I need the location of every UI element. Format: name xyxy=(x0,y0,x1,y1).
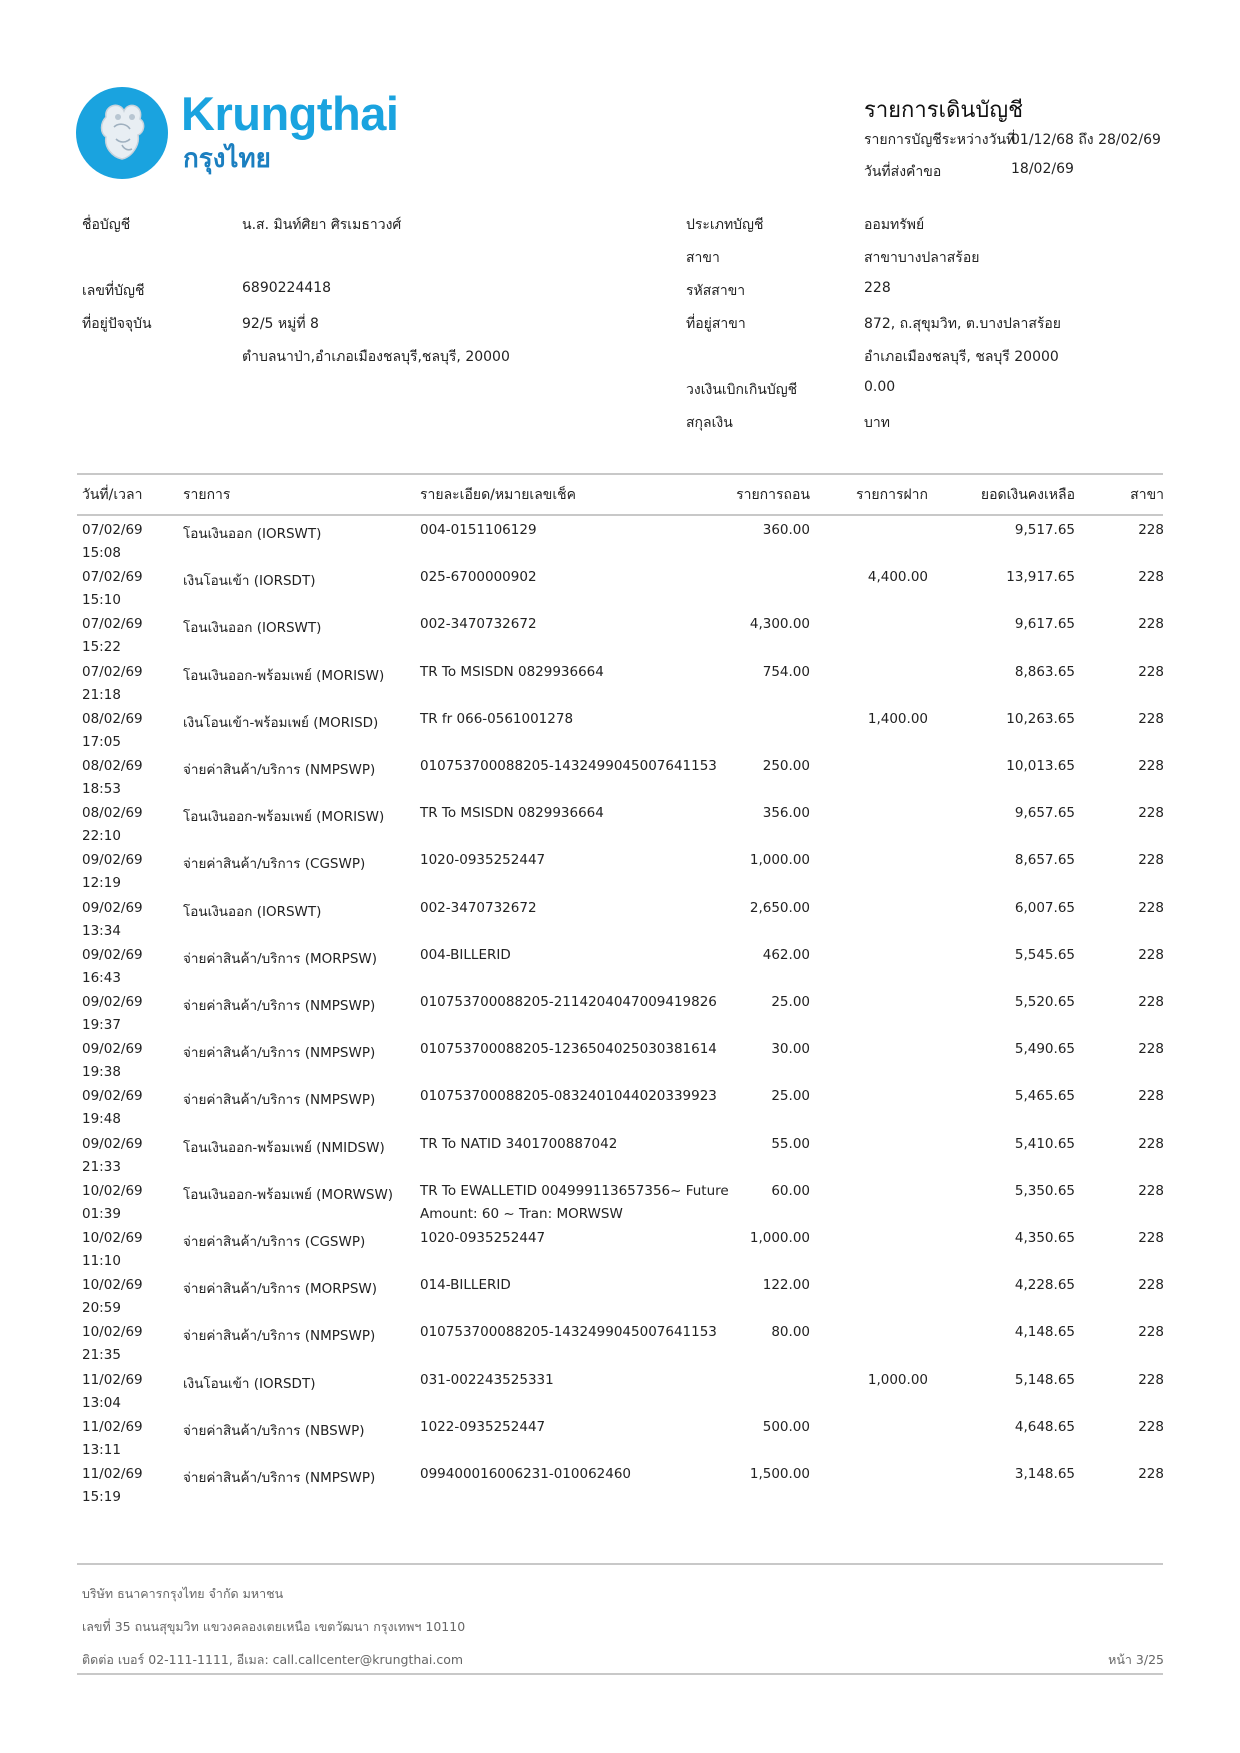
cell-date: 08/02/69 xyxy=(82,710,143,727)
cell-detail: 010753700088205-1236504025030381614 xyxy=(420,1041,717,1058)
cell-withdraw: 500.00 xyxy=(762,1418,810,1435)
cell-withdraw: 60.00 xyxy=(771,1182,810,1199)
cell-balance: 8,863.65 xyxy=(1014,663,1075,680)
cell-time: 21:33 xyxy=(82,1158,121,1175)
cell-balance: 5,410.65 xyxy=(1014,1135,1075,1152)
cell-balance: 4,350.65 xyxy=(1014,1230,1075,1246)
cell-item: เงินโอนเข้า (IORSDT) xyxy=(183,1375,316,1392)
branch-address-line2: อำเภอเมืองชลบุรี, ชลบุรี 20000 xyxy=(864,349,1059,365)
cell-item: โอนเงินออก (IORSWT) xyxy=(183,903,322,920)
cell-time: 01:39 xyxy=(82,1205,121,1222)
address-label: ที่อยู่ปัจจุบัน xyxy=(82,316,152,332)
cell-withdraw: 2,650.00 xyxy=(749,899,810,916)
cell-balance: 5,545.65 xyxy=(1014,946,1075,963)
cell-branch: 228 xyxy=(1138,1182,1164,1199)
cell-item: โอนเงินออก-พร้อมเพย์ (MORISW) xyxy=(183,809,385,826)
cell-balance: 9,617.65 xyxy=(1014,616,1075,633)
cell-detail: 004-BILLERID xyxy=(420,946,511,963)
cell-detail: 014-BILLERID xyxy=(420,1277,511,1294)
cell-time: 19:38 xyxy=(82,1064,121,1081)
cell-date: 09/02/69 xyxy=(82,994,143,1010)
col-header-detail: รายละเอียด/หมายเลขเช็ค xyxy=(420,487,576,503)
cell-withdraw: 360.00 xyxy=(762,522,810,538)
cell-time: 17:05 xyxy=(82,733,121,750)
cell-date: 09/02/69 xyxy=(82,899,143,916)
branch-label: สาขา xyxy=(686,250,720,266)
cell-detail: 010753700088205-1432499045007641153 xyxy=(420,758,717,774)
cell-balance: 5,148.65 xyxy=(1014,1371,1075,1388)
cell-withdraw: 4,300.00 xyxy=(749,616,810,633)
cell-branch: 228 xyxy=(1138,1041,1164,1058)
cell-detail: 002-3470732672 xyxy=(420,616,537,633)
cell-date: 09/02/69 xyxy=(82,1135,143,1152)
cell-time: 11:10 xyxy=(82,1253,121,1269)
cell-detail: 004-0151106129 xyxy=(420,522,537,538)
cell-item: เงินโอนเข้า (IORSDT) xyxy=(183,573,316,590)
branch-code-label: รหัสสาขา xyxy=(686,283,746,299)
account-number-label: เลขที่บัญชี xyxy=(82,283,145,299)
account-name-value: น.ส. มินท์ศิยา ศิรเมธาวงศ์ xyxy=(242,217,402,233)
cell-date: 09/02/69 xyxy=(82,946,143,963)
cell-item: จ่ายค่าสินค้า/บริการ (CGSWP) xyxy=(183,856,366,873)
account-type-value: ออมทรัพย์ xyxy=(864,217,925,233)
currency-value: บาท xyxy=(864,415,890,431)
footer-address: เลขที่ 35 ถนนสุขุมวิท แขวงคลองเตยเหนือ เขตวัฒนา กรุงเทพฯ 10110 xyxy=(82,1619,466,1634)
branch-address-label: ที่อยู่สาขา xyxy=(686,316,746,332)
cell-time: 18:53 xyxy=(82,781,121,797)
cell-branch: 228 xyxy=(1138,1371,1164,1388)
address-line1: 92/5 หมู่ที่ 8 xyxy=(242,316,319,332)
cell-branch: 228 xyxy=(1138,522,1164,538)
cell-branch: 228 xyxy=(1138,710,1164,727)
cell-date: 09/02/69 xyxy=(82,852,143,869)
cell-date: 09/02/69 xyxy=(82,1041,143,1058)
cell-date: 07/02/69 xyxy=(82,663,143,680)
cell-item: จ่ายค่าสินค้า/บริการ (NMPSWP) xyxy=(183,998,376,1014)
footer-company: บริษัท ธนาคารกรุงไทย จำกัด มหาชน xyxy=(82,1586,284,1601)
col-header-item: รายการ xyxy=(183,487,231,503)
cell-detail: TR To MSISDN 0829936664 xyxy=(420,805,604,822)
logo-name-en: Krungthai xyxy=(181,87,399,140)
cell-branch: 228 xyxy=(1138,1135,1164,1152)
cell-time: 21:35 xyxy=(82,1347,121,1364)
cell-withdraw: 55.00 xyxy=(771,1135,810,1152)
cell-withdraw: 30.00 xyxy=(771,1041,810,1058)
cell-time: 21:18 xyxy=(82,686,121,703)
cell-item: จ่ายค่าสินค้า/บริการ (MORPSW) xyxy=(183,950,378,967)
footer-contact: ติดต่อ เบอร์ 02-111-1111, อีเมล: call.callcenter@krungthai.com xyxy=(82,1652,464,1667)
period-value: 01/12/68 ถึง 28/02/69 xyxy=(1011,132,1161,148)
col-header-deposit: รายการฝาก xyxy=(856,487,928,503)
cell-balance: 10,013.65 xyxy=(1006,758,1075,774)
cell-branch: 228 xyxy=(1138,1088,1164,1105)
cell-date: 11/02/69 xyxy=(82,1371,143,1388)
cell-time: 22:10 xyxy=(82,828,121,845)
cell-balance: 8,657.65 xyxy=(1014,852,1075,869)
cell-detail: 010753700088205-2114204047009419826 xyxy=(420,994,717,1010)
col-header-withdraw: รายการถอน xyxy=(736,487,810,503)
page-title: รายการเดินบัญชี xyxy=(864,98,1024,123)
cell-date: 07/02/69 xyxy=(82,569,143,586)
cell-item: โอนเงินออก (IORSWT) xyxy=(183,526,322,542)
cell-item: โอนเงินออก (IORSWT) xyxy=(183,620,322,637)
col-header-branch: สาขา xyxy=(1130,487,1164,503)
logo-emblem-icon xyxy=(76,87,168,179)
cell-time: 15:08 xyxy=(82,545,121,561)
cell-deposit: 1,400.00 xyxy=(867,710,928,727)
col-header-datetime: วันที่/เวลา xyxy=(82,487,143,503)
cell-branch: 228 xyxy=(1138,805,1164,822)
cell-item: จ่ายค่าสินค้า/บริการ (NMPSWP) xyxy=(183,762,376,778)
cell-time: 15:22 xyxy=(82,639,121,656)
cell-detail: TR To EWALLETID 004999113657356~ Future xyxy=(420,1182,729,1199)
cell-branch: 228 xyxy=(1138,946,1164,963)
cell-branch: 228 xyxy=(1138,994,1164,1010)
cell-withdraw: 1,000.00 xyxy=(749,1230,810,1246)
cell-balance: 4,648.65 xyxy=(1014,1418,1075,1435)
cell-balance: 5,465.65 xyxy=(1014,1088,1075,1105)
branch-code-value: 228 xyxy=(864,280,891,296)
cell-branch: 228 xyxy=(1138,899,1164,916)
cell-date: 11/02/69 xyxy=(82,1466,143,1482)
cell-date: 09/02/69 xyxy=(82,1088,143,1105)
cell-branch: 228 xyxy=(1138,663,1164,680)
footer-bottom-divider xyxy=(77,1673,1163,1675)
cell-branch: 228 xyxy=(1138,1277,1164,1294)
col-header-balance: ยอดเงินคงเหลือ xyxy=(980,487,1075,503)
period-label: รายการบัญชีระหว่างวันที่ xyxy=(864,132,1016,148)
cell-balance: 5,490.65 xyxy=(1014,1041,1075,1058)
cell-branch: 228 xyxy=(1138,1230,1164,1246)
cell-withdraw: 1,500.00 xyxy=(749,1466,810,1482)
cell-item: จ่ายค่าสินค้า/บริการ (NMPSWP) xyxy=(183,1092,376,1109)
cell-date: 10/02/69 xyxy=(82,1324,143,1341)
cell-balance: 9,517.65 xyxy=(1014,522,1075,538)
cell-time: 19:37 xyxy=(82,1017,121,1033)
cell-detail: 002-3470732672 xyxy=(420,899,537,916)
logo-name-th: กรุงไทย xyxy=(183,144,271,174)
cell-time: 13:04 xyxy=(82,1394,121,1411)
cell-balance: 6,007.65 xyxy=(1014,899,1075,916)
cell-item: จ่ายค่าสินค้า/บริการ (MORPSW) xyxy=(183,1281,378,1298)
cell-item: จ่ายค่าสินค้า/บริการ (NMPSWP) xyxy=(183,1470,376,1486)
currency-label: สกุลเงิน xyxy=(686,415,733,431)
overdraft-label: วงเงินเบิกเกินบัญชี xyxy=(686,382,798,398)
cell-withdraw: 754.00 xyxy=(762,663,810,680)
cell-detail: 031-002243525331 xyxy=(420,1371,554,1388)
cell-item: โอนเงินออก-พร้อมเพย์ (MORISW) xyxy=(183,667,385,684)
cell-item: จ่ายค่าสินค้า/บริการ (NMPSWP) xyxy=(183,1045,376,1062)
branch-address-line1: 872, ถ.สุขุมวิท, ต.บางปลาสร้อย xyxy=(864,316,1062,332)
cell-balance: 5,350.65 xyxy=(1014,1182,1075,1199)
cell-detail-continued: Amount: 60 ~ Tran: MORWSW xyxy=(420,1205,623,1222)
cell-detail: 099400016006231-010062460 xyxy=(420,1466,632,1482)
cell-time: 19:48 xyxy=(82,1111,121,1128)
cell-withdraw: 1,000.00 xyxy=(749,852,810,869)
cell-date: 11/02/69 xyxy=(82,1418,143,1435)
cell-withdraw: 462.00 xyxy=(762,946,810,963)
cell-balance: 5,520.65 xyxy=(1014,994,1075,1010)
cell-detail: 1020-0935252447 xyxy=(420,1230,546,1246)
cell-date: 10/02/69 xyxy=(82,1277,143,1294)
cell-balance: 3,148.65 xyxy=(1014,1466,1075,1482)
cell-item: โอนเงินออก-พร้อมเพย์ (NMIDSW) xyxy=(183,1139,385,1156)
cell-branch: 228 xyxy=(1138,1418,1164,1435)
cell-detail: 1020-0935252447 xyxy=(420,852,546,869)
cell-time: 13:34 xyxy=(82,922,121,939)
cell-balance: 9,657.65 xyxy=(1014,805,1075,822)
branch-value: สาขาบางปลาสร้อย xyxy=(864,250,980,266)
cell-item: จ่ายค่าสินค้า/บริการ (NMPSWP) xyxy=(183,1328,376,1345)
cell-detail: TR To NATID 3401700887042 xyxy=(420,1135,618,1152)
cell-time: 13:11 xyxy=(82,1441,121,1458)
cell-branch: 228 xyxy=(1138,616,1164,633)
cell-time: 15:10 xyxy=(82,592,121,609)
cell-detail: TR fr 066-0561001278 xyxy=(420,710,574,727)
cell-deposit: 4,400.00 xyxy=(867,569,928,586)
address-line2: ตำบลนาป่า,อำเภอเมืองชลบุรี,ชลบุรี, 20000 xyxy=(242,349,510,365)
cell-withdraw: 80.00 xyxy=(771,1324,810,1341)
cell-date: 08/02/69 xyxy=(82,758,143,774)
cell-date: 10/02/69 xyxy=(82,1230,143,1246)
footer-top-divider xyxy=(77,1563,1163,1565)
cell-balance: 4,228.65 xyxy=(1014,1277,1075,1294)
overdraft-value: 0.00 xyxy=(864,379,896,395)
cell-balance: 4,148.65 xyxy=(1014,1324,1075,1341)
cell-deposit: 1,000.00 xyxy=(867,1371,928,1388)
cell-branch: 228 xyxy=(1138,1466,1164,1482)
cell-item: เงินโอนเข้า-พร้อมเพย์ (MORISD) xyxy=(183,714,379,731)
request-date-value: 18/02/69 xyxy=(1011,161,1074,177)
cell-balance: 10,263.65 xyxy=(1006,710,1075,727)
cell-branch: 228 xyxy=(1138,569,1164,586)
cell-withdraw: 122.00 xyxy=(762,1277,810,1294)
cell-branch: 228 xyxy=(1138,758,1164,774)
cell-detail: 010753700088205-0832401044020339923 xyxy=(420,1088,717,1105)
request-date-label: วันที่ส่งคำขอ xyxy=(864,164,942,180)
cell-withdraw: 356.00 xyxy=(762,805,810,822)
cell-balance: 13,917.65 xyxy=(1006,569,1075,586)
cell-item: จ่ายค่าสินค้า/บริการ (CGSWP) xyxy=(183,1234,366,1250)
cell-branch: 228 xyxy=(1138,1324,1164,1341)
cell-withdraw: 25.00 xyxy=(771,1088,810,1105)
cell-withdraw: 250.00 xyxy=(762,758,810,774)
cell-branch: 228 xyxy=(1138,852,1164,869)
cell-time: 12:19 xyxy=(82,875,121,892)
account-number-value: 6890224418 xyxy=(242,280,332,296)
page-number: หน้า 3/25 xyxy=(1108,1652,1164,1667)
account-type-label: ประเภทบัญชี xyxy=(686,217,764,233)
cell-time: 15:19 xyxy=(82,1489,121,1505)
cell-detail: 010753700088205-1432499045007641153 xyxy=(420,1324,717,1341)
account-name-label: ชื่อบัญชี xyxy=(82,217,131,233)
cell-detail: 1022-0935252447 xyxy=(420,1418,546,1435)
cell-time: 20:59 xyxy=(82,1300,121,1317)
cell-time: 16:43 xyxy=(82,969,121,986)
cell-date: 07/02/69 xyxy=(82,522,143,538)
table-top-divider xyxy=(77,473,1163,475)
table-header-divider xyxy=(77,514,1163,516)
cell-item: โอนเงินออก-พร้อมเพย์ (MORWSW) xyxy=(183,1186,394,1203)
cell-date: 10/02/69 xyxy=(82,1182,143,1199)
cell-date: 07/02/69 xyxy=(82,616,143,633)
cell-date: 08/02/69 xyxy=(82,805,143,822)
cell-item: จ่ายค่าสินค้า/บริการ (NBSWP) xyxy=(183,1422,365,1439)
cell-detail: 025-6700000902 xyxy=(420,569,537,586)
cell-detail: TR To MSISDN 0829936664 xyxy=(420,663,604,680)
cell-withdraw: 25.00 xyxy=(771,994,810,1010)
